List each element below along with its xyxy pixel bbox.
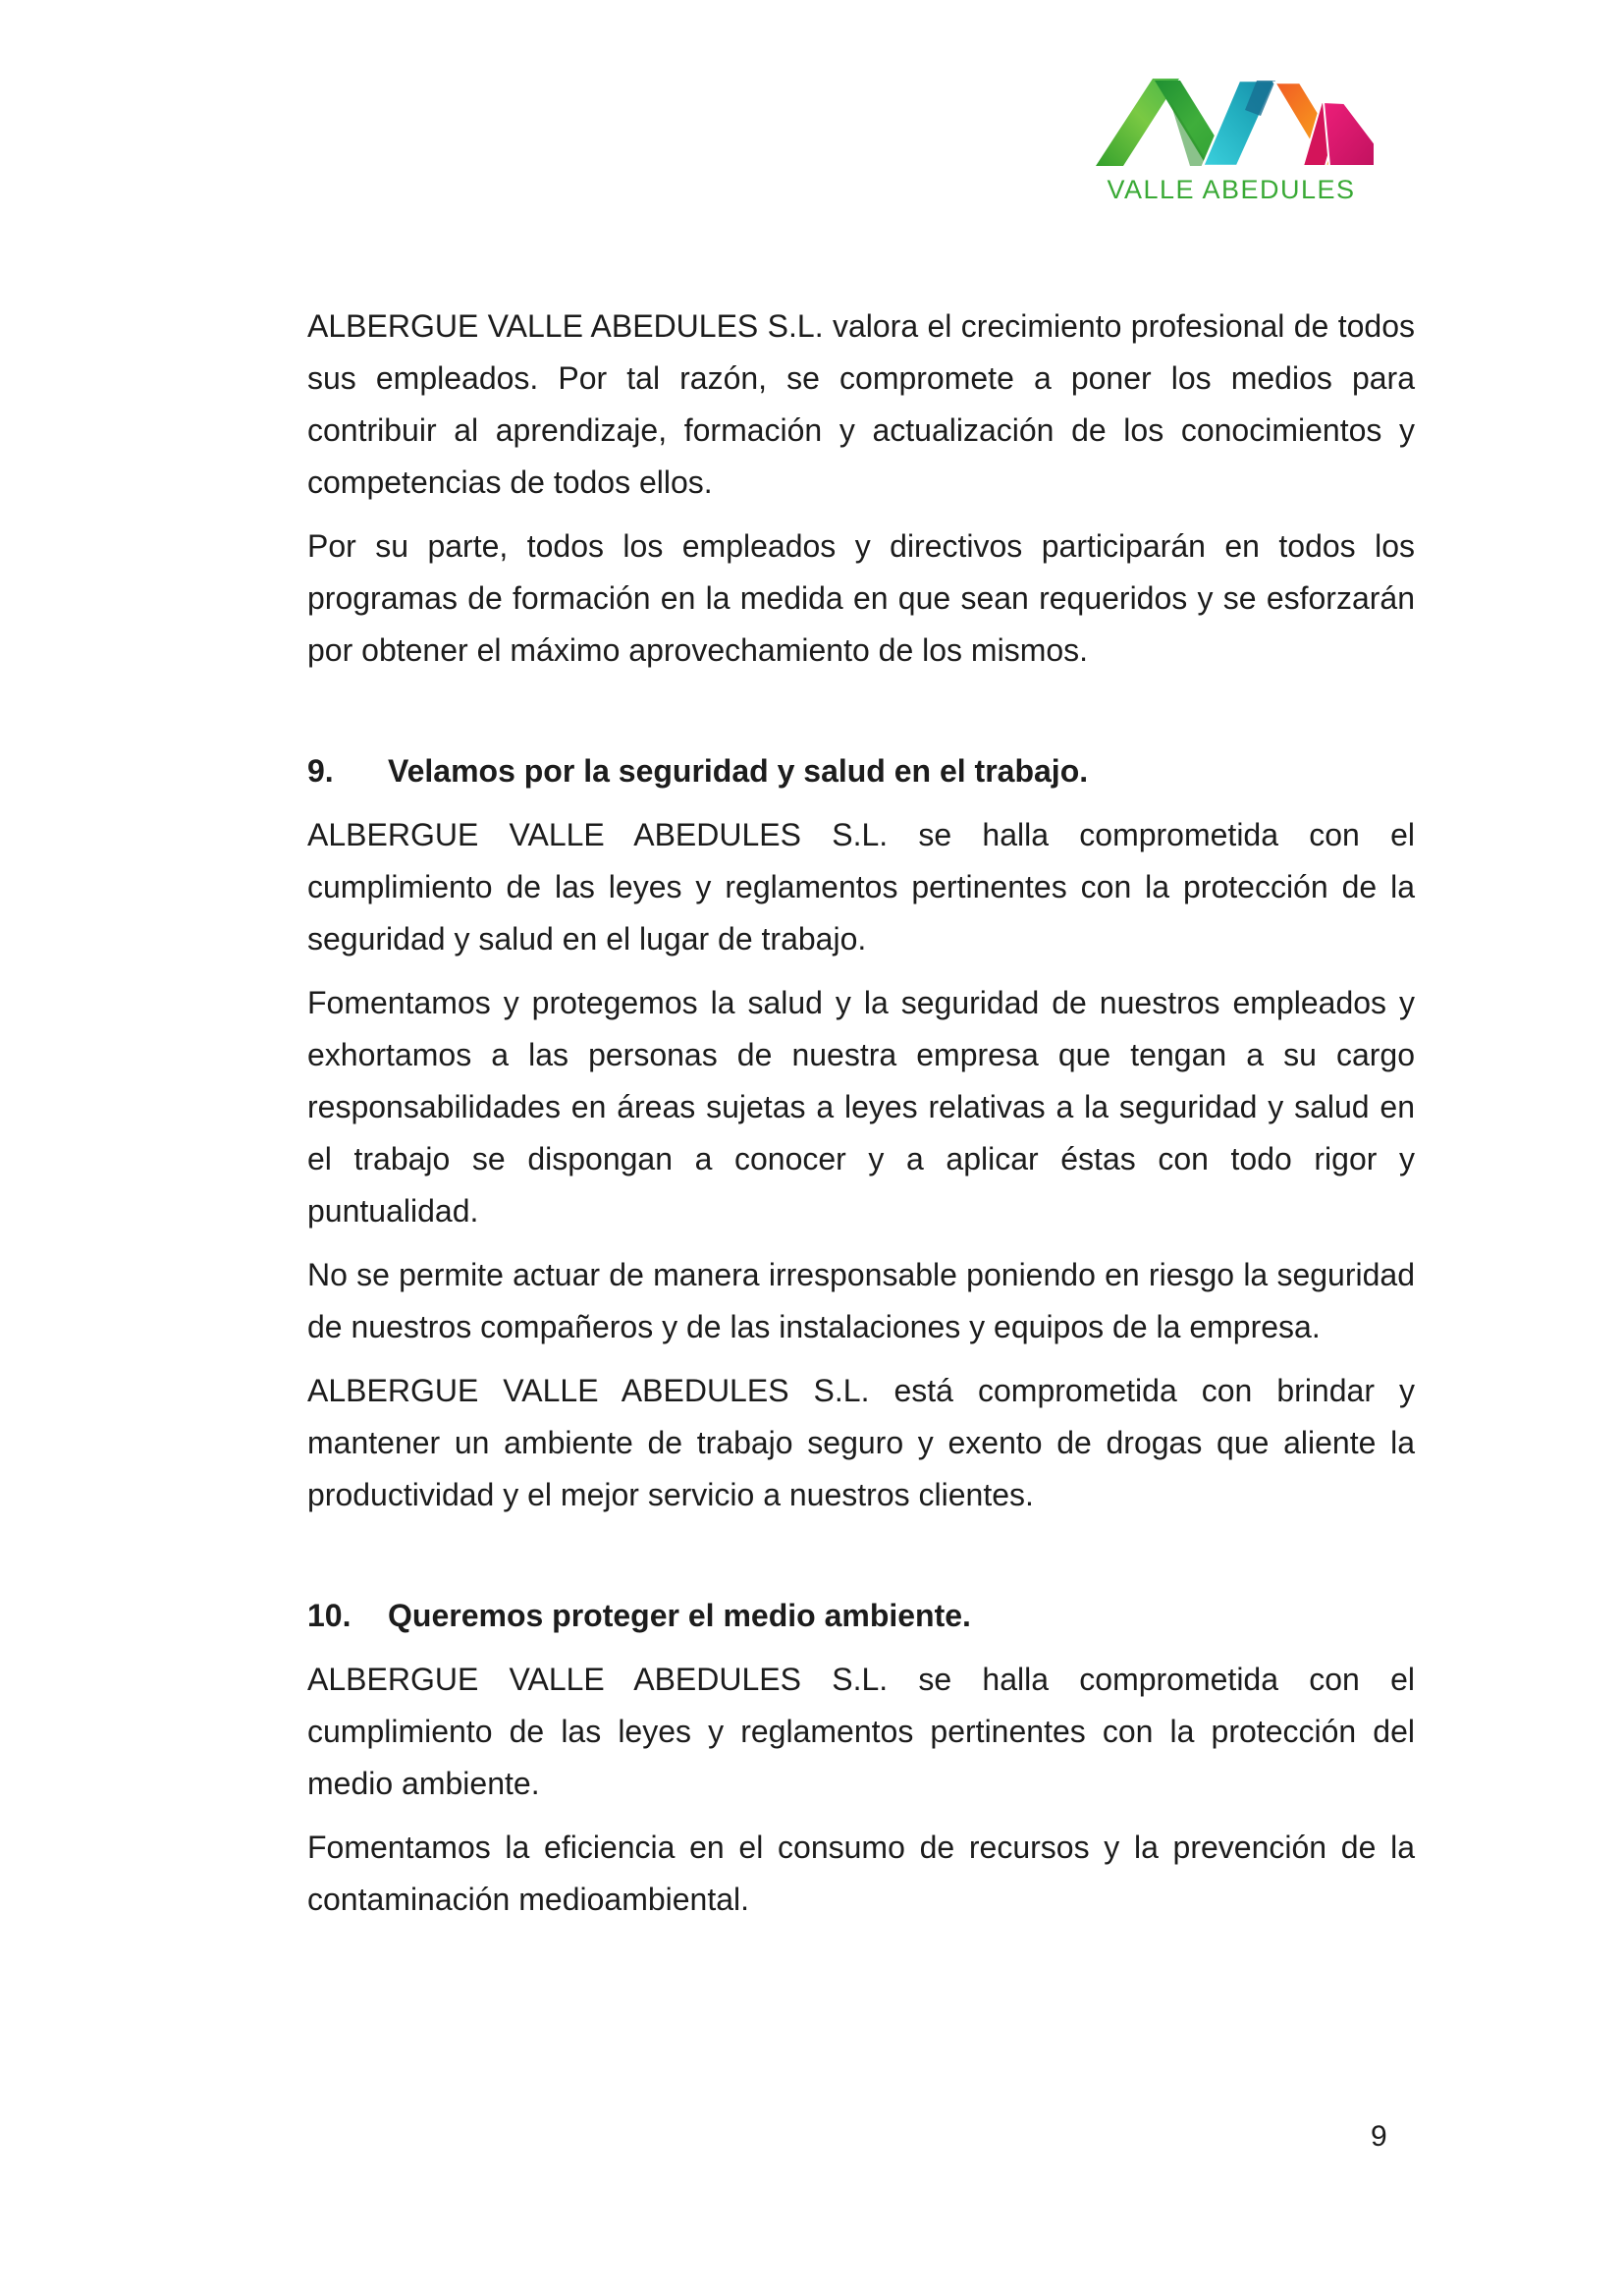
paragraph: ALBERGUE VALLE ABEDULES S.L. valora el crecimiento profesional de todos sus empleados. Por tal razón, se compromete a poner los medios para contribuir al aprendizaje, formación y actualización de los conocimientos y competencias de todos ellos.: [307, 308, 1415, 500]
paragraph: Fomentamos la eficiencia en el consumo de recursos y la prevención de la contaminación medioambiental.: [307, 1830, 1415, 1917]
paragraph: No se permite actuar de manera irresponsable poniendo en riesgo la seguridad de nuestros compañeros y de las instalaciones y equipos de la empresa.: [307, 1257, 1415, 1344]
paragraph: ALBERGUE VALLE ABEDULES S.L. se halla comprometida con el cumplimiento de las leyes y reglamentos pertinentes con la protección de la seguridad y salud en el lugar de trabajo.: [307, 817, 1415, 957]
section-number: 9.: [307, 753, 334, 789]
mountain-logo-icon: [1088, 71, 1375, 173]
section-number: 10.: [307, 1598, 352, 1633]
section-title: Velamos por la seguridad y salud en el trabajo.: [388, 753, 1089, 789]
document-body: [307, 301, 1415, 1938]
section-heading: [307, 745, 1415, 797]
section-heading: [307, 1590, 1415, 1642]
paragraph: ALBERGUE VALLE ABEDULES S.L. se halla comprometida con el cumplimiento de las leyes y reglamentos pertinentes con la protección del medio ambiente.: [307, 1662, 1415, 1801]
section-title: Queremos proteger el medio ambiente.: [388, 1598, 971, 1633]
page-number: 9: [1371, 2120, 1387, 2153]
paragraph: ALBERGUE VALLE ABEDULES S.L. está comprometida con brindar y mantener un ambiente de trabajo seguro y exento de drogas que aliente la productividad y el mejor servicio a nuestros clientes.: [307, 1373, 1415, 1512]
company-logo: [1088, 71, 1375, 205]
paragraph: Fomentamos y protegemos la salud y la seguridad de nuestros empleados y exhortamos a las personas de nuestra empresa que tengan a su cargo responsabilidades en áreas sujetas a leyes relativas a la seguridad y salud en el trabajo se dispongan a conocer y a aplicar éstas con todo rigor y puntualidad.: [307, 985, 1415, 1229]
paragraph: Por su parte, todos los empleados y directivos participarán en todos los programas de formación en la medida en que sean requeridos y se esforzarán por obtener el máximo aprovechamiento de los mismos.: [307, 528, 1415, 668]
logo-wordmark: VALLE ABEDULES: [1107, 175, 1356, 204]
